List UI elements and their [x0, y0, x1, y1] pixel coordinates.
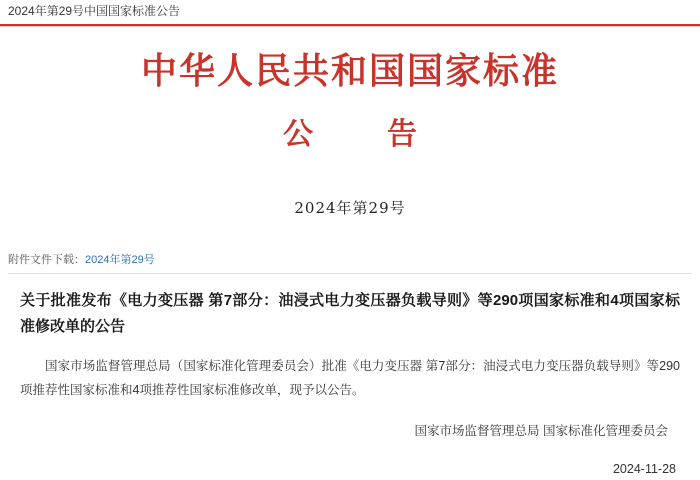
issue-number: 2024年第29号	[294, 199, 406, 217]
topbar	[0, 0, 700, 22]
breadcrumb-title: 2024年第29号中国国家标准公告	[8, 4, 181, 18]
document-date: 2024-11-28	[612, 462, 676, 476]
document-body	[0, 274, 700, 480]
page-subtitle: 公 告	[283, 117, 439, 152]
page-title: 中华人民共和国国家标准	[140, 50, 559, 92]
document-title: 关于批准发布《电力变压器 第7部分：油浸式电力变压器负载导则》等290项国家标准和4项国家标准修改单的公告	[20, 292, 680, 335]
document-signature: 国家市场监督管理总局 国家标准化管理委员会	[414, 424, 668, 438]
attachment-row	[0, 252, 700, 268]
attachment-label: 附件文件下载：	[8, 254, 85, 266]
attachment-download-link[interactable]: 2024年第29号	[85, 254, 155, 266]
masthead	[0, 27, 700, 218]
document-paragraph: 国家市场监督管理总局（国家标准化管理委员会）批准《电力变压器 第7部分：油浸式电力变压器负载导则》等290项推荐性国家标准和4项推荐性国家标准修改单，现予以公告。	[20, 359, 680, 397]
